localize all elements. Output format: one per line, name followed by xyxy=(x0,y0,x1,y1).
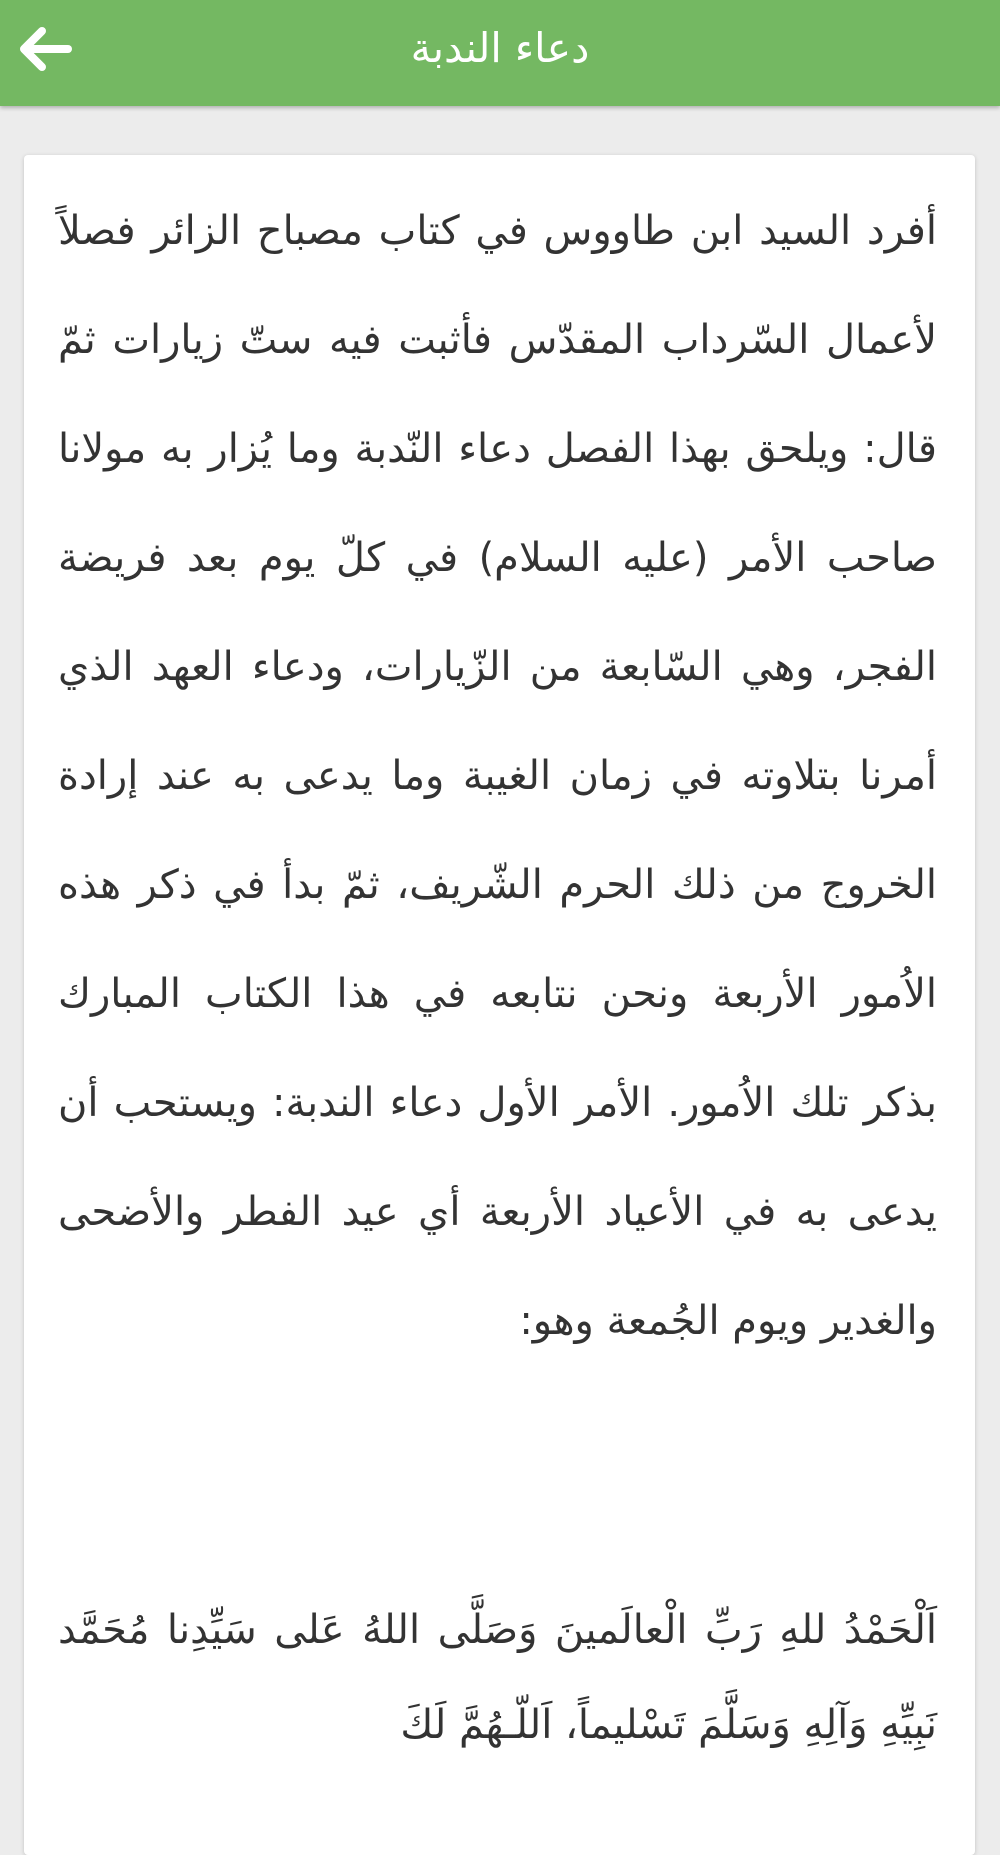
app-bar xyxy=(0,0,1000,106)
intro-paragraph: أفرد السيد ابن طاووس في كتاب مصباح الزائر فصلاً لأعمال السّرداب المقدّس فأثبت فيه ستّ زيارات ثمّ قال: ويلحق بهذا الفصل دعاء النّدبة وما يُزار به مولانا صاحب الأمر (عليه السلام) في كلّ يوم بعد فريضة الفجر، وهي السّابعة من الزّيارات، ودعاء العهد الذي أمرنا بتلاوته في زمان الغيبة وما يدعى به عند إرادة الخروج من ذلك الحرم الشّريف، ثمّ بدأ في ذكر هذه الاُمور الأربعة ونحن نتابعه في هذا الكتاب المبارك بذكر تلك الاُمور. الأمر الأول دعاء الندبة: ويستحب أن يدعى به في الأعياد الأربعة أي عيد الفطر والأضحى والغدير ويوم الجُمعة وهو: xyxy=(58,208,937,1344)
back-button[interactable] xyxy=(10,18,80,84)
arrow-left-icon[interactable] xyxy=(16,26,74,76)
dua-paragraph: اَلْحَمْدُ للهِ رَبِّ الْعالَمينَ وَصَلَّى اللهُ عَلى سَيِّدِنا مُحَمَّد نَبِيِّهِ وَآلِهِ وَسَلَّمَ تَسْليماً، اَللّـهُمَّ لَكَ xyxy=(58,1607,937,1748)
page-title: دعاء الندبة xyxy=(410,24,590,72)
content-card xyxy=(24,155,975,1855)
